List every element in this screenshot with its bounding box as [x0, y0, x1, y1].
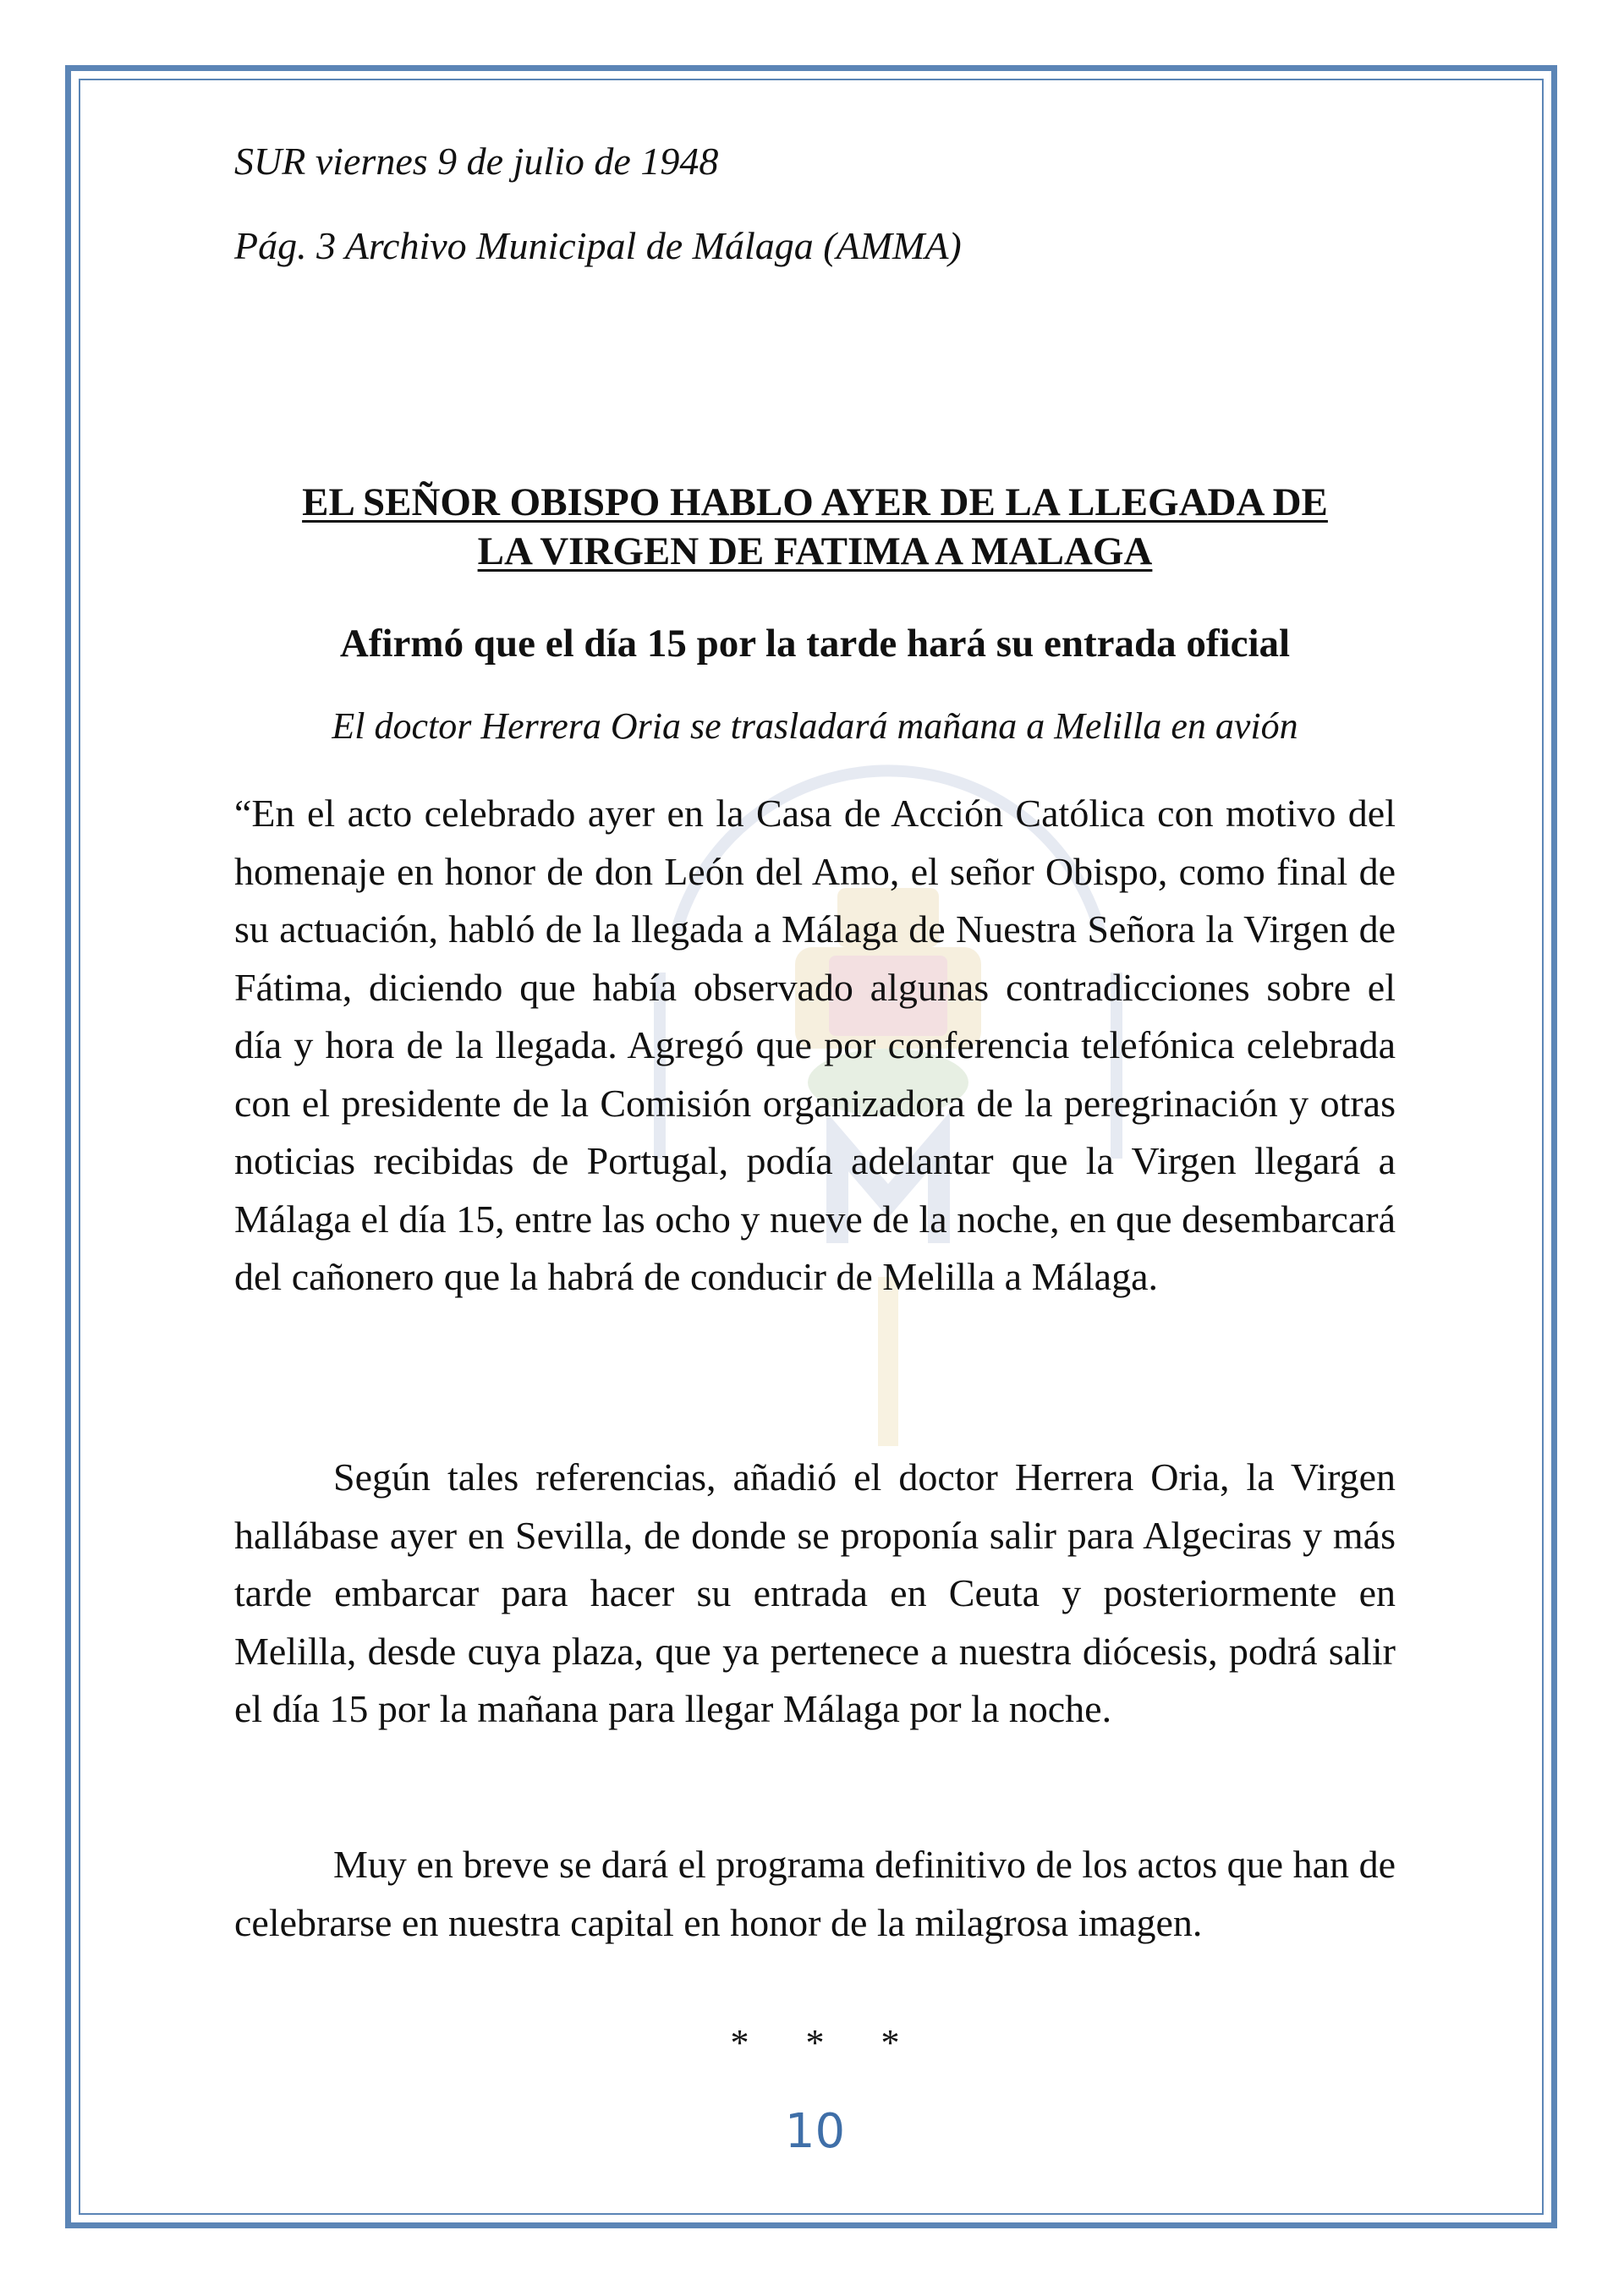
headline-line-2: LA VIRGEN DE FATIMA A MALAGA — [477, 529, 1153, 573]
section-separator: * * * — [730, 2022, 924, 2063]
paragraph-block — [234, 1449, 1396, 1739]
paragraph: Muy en breve se dará el programa definitivo de los actos que han de celebrarse en nuestra capital en honor de la milagrosa imagen. — [234, 1843, 1396, 1944]
paragraph: Según tales referencias, añadió el doctor Herrera Oria, la Virgen hallábase ayer en Sevilla, de donde se proponía salir para Algeciras y más tarde embarcar para hacer su entrada en Ceuta y posteriormente en Melilla, desde cuya plaza, que ya pertenece a nuestra diócesis, podrá salir el día 15 por la mañana para llegar Málaga por la noche. — [234, 1455, 1396, 1730]
paragraph-block — [234, 1836, 1396, 1952]
archive-source: Pág. 3 Archivo Municipal de Málaga (AMMA) — [234, 224, 962, 267]
page-number: 10 — [784, 2104, 846, 2159]
article-subheadline: Afirmó que el día 15 por la tarde hará su entrada oficial — [339, 622, 1291, 666]
headline-line-1: EL SEÑOR OBISPO HABLO AYER DE LA LLEGADA DE — [302, 480, 1328, 524]
paragraph-block — [234, 785, 1396, 1307]
newspaper-date: SUR viernes 9 de julio de 1948 — [234, 140, 719, 183]
article-subtitle: El doctor Herrera Oria se trasladará mañana a Melilla en avión — [332, 705, 1298, 747]
paragraph: “En el acto celebrado ayer en la Casa de Acción Católica con motivo del homenaje en honor de don León del Amo, el señor Obispo, como final de su actuación, habló de la llegada a Málaga de Nuestra Señora la Virgen de Fátima, diciendo que había observado algunas contradicciones sobre el día y hora de la llegada. Agregó que por conferencia telefónica celebrada con el presidente de la Comisión organizadora de la peregrinación y otras noticias recibidas de Portugal, podía adelantar que la Virgen llegará a Málaga el día 15, entre las ocho y nueve de la noche, en que desembarcará del cañonero que la habrá de conducir de Melilla a Málaga. — [234, 792, 1396, 1298]
article-headline — [234, 478, 1396, 576]
